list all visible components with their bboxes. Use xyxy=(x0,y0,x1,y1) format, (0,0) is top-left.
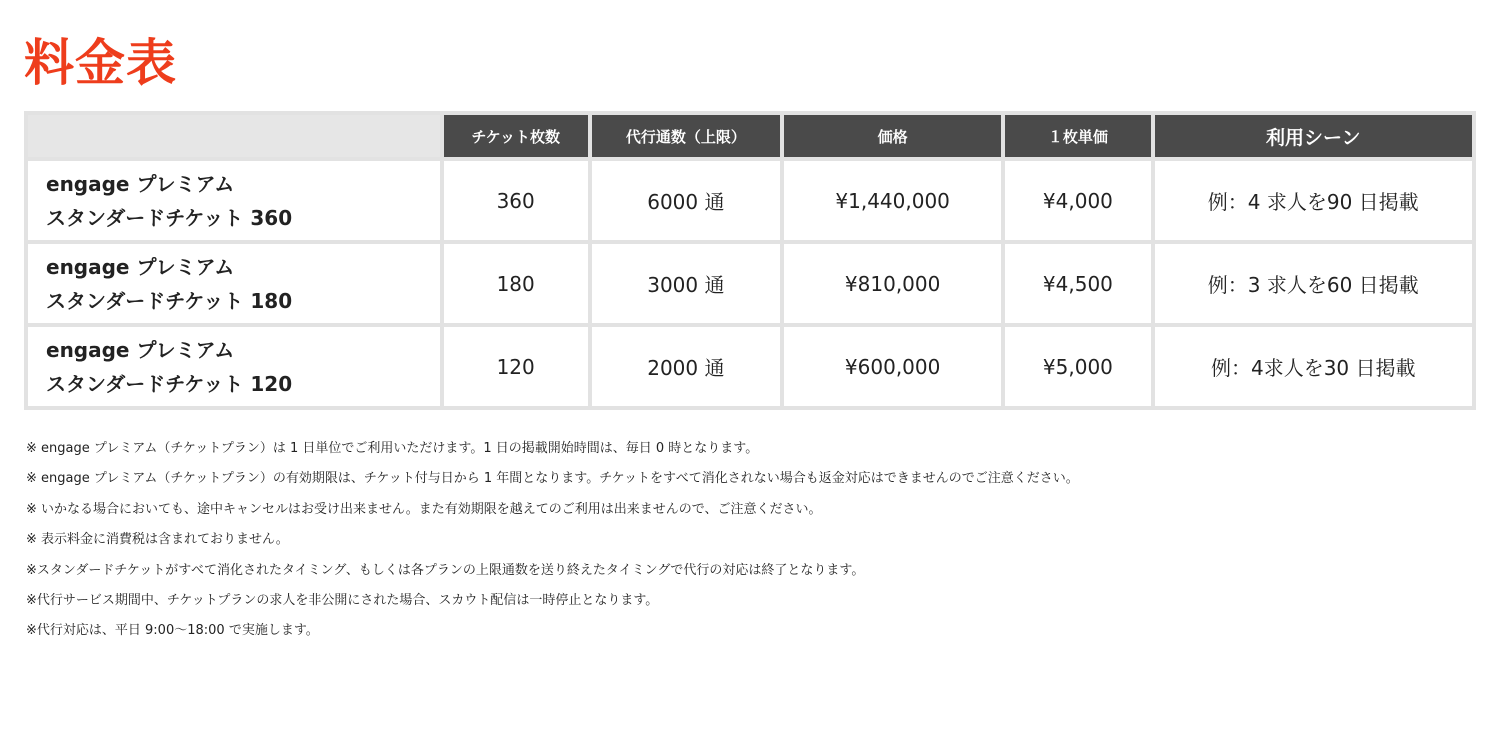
header-plan-name xyxy=(28,115,440,157)
plan-name-cell xyxy=(28,244,440,323)
unit-price-cell: ¥5,000 xyxy=(1005,327,1150,406)
header-message-limit: 代行通数（上限） xyxy=(592,115,780,157)
price-table-container xyxy=(24,111,1476,410)
plan-name-cell xyxy=(28,161,440,240)
plan-name-line2: スタンダードチケット 360 xyxy=(46,205,293,230)
plan-name-line1: engage プレミアム xyxy=(46,337,235,362)
message-limit-cell: 6000 通 xyxy=(592,161,780,240)
footnote: ※スタンダードチケットがすべて消化されたタイミング、もしくは各プランの上限通数を送り終えたタイミングで代行の対応は終了となります。 xyxy=(26,562,865,578)
table-row xyxy=(28,327,1472,406)
header-unit-price: １枚単価 xyxy=(1005,115,1150,157)
unit-price-cell: ¥4,500 xyxy=(1005,244,1150,323)
footnote: ※ 表示料金に消費税は含まれておりません。 xyxy=(26,532,289,548)
usage-scene-cell: 例：3 求人を60 日掲載 xyxy=(1155,244,1473,323)
plan-name-cell xyxy=(28,327,440,406)
footnote: ※代行対応は、平日 9:00〜18:00 で実施します。 xyxy=(26,623,319,639)
page-title: 料金表 xyxy=(24,34,177,92)
footnote: ※ engage プレミアム（チケットプラン）は 1 日単位でご利用いただけます。1 日の掲載開始時間は、毎日 0 時となります。 xyxy=(26,441,759,456)
ticket-count-cell: 180 xyxy=(444,244,588,323)
header-usage-scene: 利用シーン xyxy=(1155,115,1473,157)
footnotes xyxy=(26,434,1476,647)
price-cell: ¥1,440,000 xyxy=(784,161,1001,240)
price-table xyxy=(24,111,1476,410)
footnote: ※ いかなる場合においても、途中キャンセルはお受け出来ません。また有効期限を越えてのご利用は出来ませんので、ご注意ください。 xyxy=(26,501,822,517)
plan-name-line2: スタンダードチケット 180 xyxy=(46,288,293,313)
table-row xyxy=(28,161,1472,240)
ticket-count-cell: 360 xyxy=(444,161,588,240)
usage-scene-cell: 例：4求人を30 日掲載 xyxy=(1155,327,1473,406)
table-row xyxy=(28,244,1472,323)
unit-price-cell: ¥4,000 xyxy=(1005,161,1150,240)
footnote: ※代行サービス期間中、チケットプランの求人を非公開にされた場合、スカウト配信は一時停止となります。 xyxy=(26,593,659,609)
header-ticket-count: チケット枚数 xyxy=(444,115,588,157)
usage-scene-cell: 例：4 求人を90 日掲載 xyxy=(1155,161,1473,240)
plan-name-line2: スタンダードチケット 120 xyxy=(46,371,293,396)
price-cell: ¥810,000 xyxy=(784,244,1001,323)
message-limit-cell: 3000 通 xyxy=(592,244,780,323)
table-header-row xyxy=(28,115,1472,157)
message-limit-cell: 2000 通 xyxy=(592,327,780,406)
header-price: 価格 xyxy=(784,115,1001,157)
footnote: ※ engage プレミアム（チケットプラン）の有効期限は、チケット付与日から 1 年間となります。チケットをすべて消化されない場合も返金対応はできませんのでご注意ください。 xyxy=(26,471,1079,487)
plan-name-line1: engage プレミアム xyxy=(46,171,235,196)
ticket-count-cell: 120 xyxy=(444,327,588,406)
plan-name-line1: engage プレミアム xyxy=(46,254,235,279)
price-cell: ¥600,000 xyxy=(784,327,1001,406)
